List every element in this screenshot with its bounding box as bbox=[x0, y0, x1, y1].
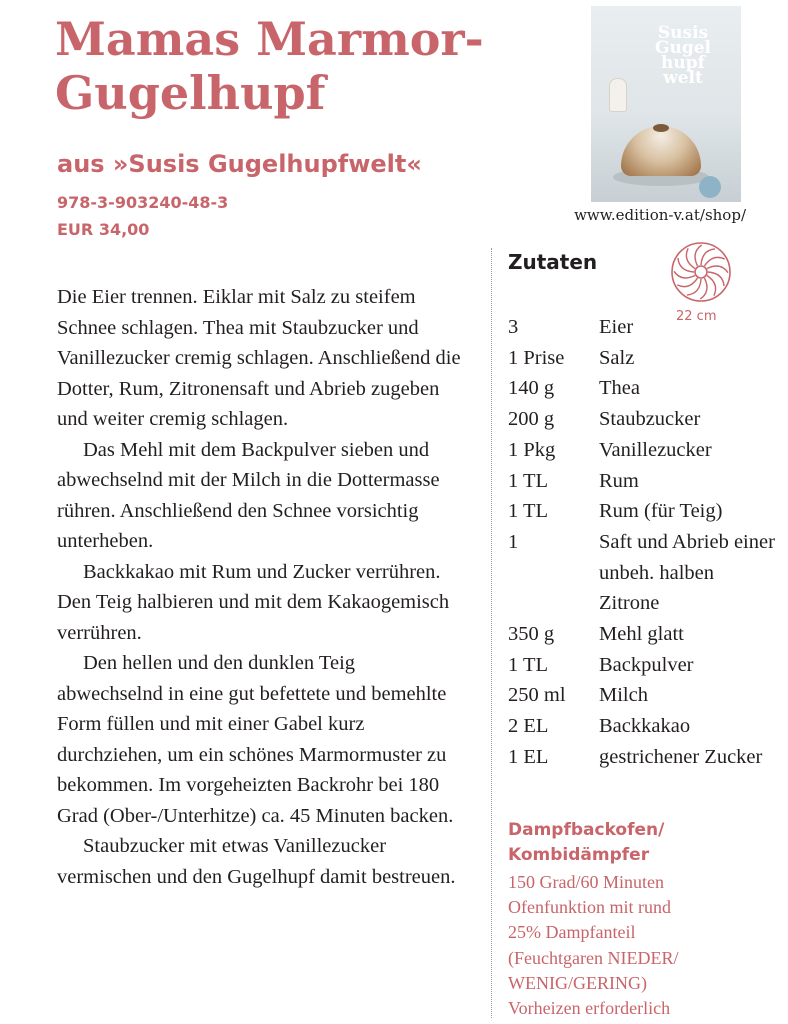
cover-title-line: hupf bbox=[661, 53, 705, 73]
steam-oven-heading-line: Kombidämpfer bbox=[508, 845, 650, 865]
instruction-paragraph: Die Eier trennen. Eiklar mit Salz zu steifem Schnee schlagen. Thea mit Staubzucker und Vanillezucker cremig schlagen. Anschließend die Dotter, Rum, Zitronensaft und Abrieb zugeben und weiter cremig schlagen. bbox=[57, 286, 461, 430]
ingredient-row bbox=[508, 680, 778, 711]
column-divider bbox=[491, 248, 492, 1018]
mold-swirl-line bbox=[677, 278, 697, 287]
steam-oven-line: Ofenfunktion mit rund bbox=[508, 897, 671, 918]
ingredient-qty: 3 bbox=[508, 316, 519, 338]
ingredient-row bbox=[508, 404, 778, 435]
recipe-title bbox=[55, 12, 575, 120]
ingredient-qty: 1 TL bbox=[508, 500, 549, 523]
ingredient-qty: 350 g bbox=[508, 623, 555, 646]
gugelhupf-mold-icon bbox=[669, 240, 733, 304]
ingredient-name: Staubzucker bbox=[599, 408, 701, 431]
steam-oven-instructions bbox=[508, 870, 778, 1021]
book-cover-image bbox=[591, 6, 741, 202]
recipe-title-line2: Gugelhupf bbox=[55, 66, 326, 120]
instruction-paragraph: Backkakao mit Rum und Zucker verrühren. Den Teig halbieren und mit dem Kakaogemisch verrühren. bbox=[57, 560, 450, 644]
ingredient-name: Rum bbox=[599, 469, 639, 492]
steam-oven-line: 25% Dampfanteil bbox=[508, 922, 636, 943]
ingredient-name: Saft und Abrieb einer unbeh. halben Zitrone bbox=[599, 530, 775, 615]
ingredient-qty: 140 g bbox=[508, 377, 555, 400]
ingredient-qty: 1 EL bbox=[508, 745, 549, 768]
cover-title-line: Susis bbox=[657, 23, 709, 43]
ingredient-qty: 1 Prise bbox=[508, 346, 565, 369]
cover-title-line: Gugel bbox=[654, 38, 712, 58]
ingredients-heading: Zutaten bbox=[508, 250, 598, 274]
ingredient-row bbox=[508, 373, 778, 404]
whisk-illustration bbox=[609, 78, 627, 112]
price: EUR 34,00 bbox=[57, 220, 150, 239]
mold-swirl-line bbox=[705, 257, 725, 266]
ingredient-name: Vanillezucker bbox=[599, 438, 712, 461]
steam-oven-line: Vorheizen erforderlich bbox=[508, 998, 671, 1019]
ingredient-row bbox=[508, 435, 778, 466]
cake-illustration bbox=[621, 126, 701, 176]
instruction-paragraph: Das Mehl mit dem Backpulver sieben und abwechselnd mit der Milch in die Dottermasse rühren. Anschließend den Schnee vorsichtig unterheben. bbox=[57, 438, 440, 552]
instruction-paragraph: Staubzucker mit etwas Vanillezucker vermischen und den Gugelhupf damit bestreuen. bbox=[57, 835, 456, 888]
steam-oven-heading-line: Dampfbackofen/ bbox=[508, 820, 665, 840]
shop-link[interactable]: www.edition-v.at/shop/ bbox=[574, 206, 746, 224]
recipe-title-line1: Mamas Marmor- bbox=[55, 12, 484, 66]
ingredient-qty: 2 EL bbox=[508, 715, 549, 738]
cover-title-line: welt bbox=[663, 68, 703, 88]
ingredient-row bbox=[508, 496, 778, 527]
ingredient-name: Salz bbox=[599, 346, 635, 369]
ingredient-qty: 1 bbox=[508, 530, 519, 553]
ingredient-row bbox=[508, 312, 778, 343]
ingredient-row bbox=[508, 619, 778, 650]
mold-swirl-line bbox=[686, 248, 695, 268]
steam-oven-heading bbox=[508, 818, 778, 868]
ingredient-row bbox=[508, 650, 778, 681]
ingredient-list bbox=[508, 312, 778, 773]
book-subtitle: aus »Susis Gugelhupfwelt« bbox=[57, 150, 422, 178]
ingredient-row bbox=[508, 466, 778, 497]
ingredient-row bbox=[508, 527, 778, 619]
instructions bbox=[57, 282, 462, 892]
ingredient-qty: 250 ml bbox=[508, 684, 566, 707]
steam-oven-line: (Feuchtgaren NIEDER/ bbox=[508, 947, 679, 968]
ingredient-name: Thea bbox=[599, 377, 640, 400]
ingredient-row bbox=[508, 711, 778, 742]
ingredient-qty: 1 Pkg bbox=[508, 438, 556, 461]
ingredient-row bbox=[508, 343, 778, 374]
ingredient-qty: 200 g bbox=[508, 408, 555, 431]
mold-size-label: 22 cm bbox=[676, 309, 717, 324]
ingredient-qty: 1 TL bbox=[508, 469, 549, 492]
ingredient-name: gestrichener Zucker bbox=[599, 745, 763, 768]
mold-swirl-line bbox=[707, 276, 716, 296]
ingredient-name: Mehl glatt bbox=[599, 623, 684, 646]
ingredient-name: Backkakao bbox=[599, 715, 691, 738]
ingredient-name: Backpulver bbox=[599, 653, 694, 676]
cover-badge bbox=[699, 176, 721, 198]
cover-title bbox=[633, 23, 733, 88]
ingredient-qty: 1 TL bbox=[508, 653, 549, 676]
steam-oven-line: 150 Grad/60 Minuten bbox=[508, 872, 664, 892]
isbn: 978-3-903240-48-3 bbox=[57, 193, 229, 212]
ingredient-name: Rum (für Teig) bbox=[599, 500, 723, 523]
cake-hole-illustration bbox=[653, 124, 669, 132]
steam-oven-line: WENIG/GERING) bbox=[508, 972, 647, 993]
ingredient-name: Milch bbox=[599, 684, 648, 707]
ingredient-name: Eier bbox=[599, 316, 634, 338]
ingredient-row bbox=[508, 742, 778, 773]
instruction-paragraph: Den hellen und den dunklen Teig abwechselnd in eine gut befettete und bemehlte Form füllen und mit einer Gabel kurz durchziehen, um ein schönes Marmormuster zu bekommen. Im vorgeheizten Backrohr bei 180 Grad (Ober-/Unterhitze) ca. 45 Minuten backen. bbox=[57, 652, 454, 827]
